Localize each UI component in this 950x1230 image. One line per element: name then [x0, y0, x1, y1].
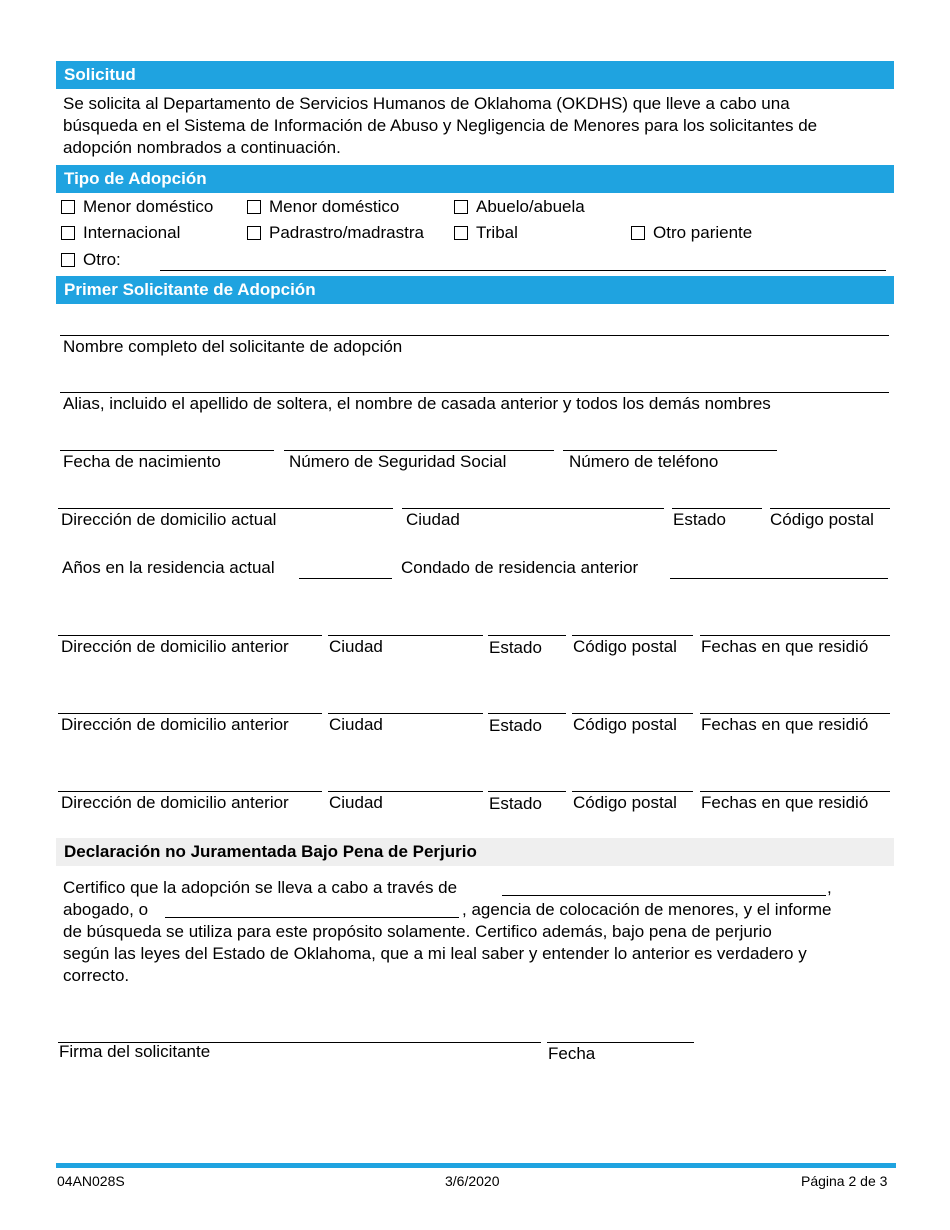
ciudad-anterior-1-line[interactable]: [328, 635, 483, 636]
codigo-anterior-3-label: Código postal: [573, 793, 677, 812]
fecha-nacimiento-label: Fecha de nacimiento: [63, 452, 221, 471]
checkbox-internacional[interactable]: [61, 226, 75, 240]
alias-line[interactable]: [60, 392, 889, 393]
option-label-internacional: Internacional: [83, 223, 181, 242]
solicitud-line-1: Se solicita al Departamento de Servicios Humanos de Oklahoma (OKDHS) que lleve a cabo una: [63, 94, 790, 113]
telefono-label: Número de teléfono: [569, 452, 719, 471]
estado-actual-label: Estado: [673, 510, 726, 529]
telefono-line[interactable]: [563, 450, 777, 451]
declaracion-paragraph: [63, 921, 807, 987]
anios-residencia-line[interactable]: [299, 578, 392, 579]
nombre-completo-line[interactable]: [60, 335, 889, 336]
dir-anterior-1-line[interactable]: [58, 635, 322, 636]
anios-residencia-label: Años en la residencia actual: [62, 558, 275, 577]
dir-actual-label: Dirección de domicilio actual: [61, 510, 277, 529]
ciudad-anterior-2-label: Ciudad: [329, 715, 383, 734]
condado-anterior-line[interactable]: [670, 578, 888, 579]
checkbox-padrastro-madrastra[interactable]: [247, 226, 261, 240]
dir-actual-line[interactable]: [58, 508, 393, 509]
agencia-input-line[interactable]: [165, 917, 459, 918]
option-label-otro: Otro:: [83, 250, 121, 269]
nombre-completo-label: Nombre completo del solicitante de adopción: [63, 337, 403, 356]
option-label-tribal: Tribal: [476, 223, 518, 242]
estado-anterior-2-line[interactable]: [488, 713, 566, 714]
solicitud-line-3: adopción nombrados a continuación.: [63, 138, 341, 157]
solicitud-paragraph: [63, 93, 817, 159]
ciudad-anterior-1-label: Ciudad: [329, 637, 383, 656]
checkbox-menor-domestico-2[interactable]: [247, 200, 261, 214]
dir-anterior-3-line[interactable]: [58, 791, 322, 792]
declaracion-line-1-comma: ,: [827, 878, 832, 897]
dir-anterior-2-line[interactable]: [58, 713, 322, 714]
declaracion-line-2b: , agencia de colocación de menores, y el informe: [462, 900, 832, 919]
declaracion-line-1: Certifico que la adopción se lleva a cabo a través de: [63, 878, 458, 897]
alias-label: Alias, incluido el apellido de soltera, el nombre de casada anterior y todos los demás nombres: [63, 394, 771, 413]
checkbox-otro-pariente[interactable]: [631, 226, 645, 240]
tipo-adopcion-header: Tipo de Adopción: [56, 165, 894, 193]
ciudad-actual-line[interactable]: [402, 508, 664, 509]
checkbox-otro[interactable]: [61, 253, 75, 267]
ciudad-anterior-3-label: Ciudad: [329, 793, 383, 812]
fechas-2-line[interactable]: [700, 713, 890, 714]
checkbox-tribal[interactable]: [454, 226, 468, 240]
fecha-firma-label: Fecha: [548, 1044, 596, 1063]
option-label-otro-pariente: Otro pariente: [653, 223, 753, 242]
estado-anterior-1-line[interactable]: [488, 635, 566, 636]
fechas-1-line[interactable]: [700, 635, 890, 636]
checkbox-menor-domestico-1[interactable]: [61, 200, 75, 214]
fechas-3-label: Fechas en que residió: [701, 793, 869, 812]
fechas-1-label: Fechas en que residió: [701, 637, 869, 656]
estado-actual-line[interactable]: [672, 508, 762, 509]
codigo-anterior-1-line[interactable]: [572, 635, 693, 636]
declaracion-line-5: correcto.: [63, 966, 130, 985]
primer-solicitante-header: Primer Solicitante de Adopción: [56, 276, 894, 304]
option-label-menor-domestico-2: Menor doméstico: [269, 197, 400, 216]
option-label-abuelo-abuela: Abuelo/abuela: [476, 197, 585, 216]
codigo-actual-label: Código postal: [770, 510, 874, 529]
declaracion-line-2a: abogado, o: [63, 900, 149, 919]
solicitud-line-2: búsqueda en el Sistema de Información de Abuso y Negligencia de Menores para los solicitantes de: [63, 116, 818, 135]
ciudad-actual-label: Ciudad: [406, 510, 460, 529]
footer-rule: [56, 1163, 896, 1168]
solicitud-header: Solicitud: [56, 61, 894, 89]
fecha-firma-line[interactable]: [547, 1042, 694, 1043]
option-label-padrastro-madrastra: Padrastro/madrastra: [269, 223, 424, 242]
declaracion-line-4: según las leyes del Estado de Oklahoma, que a mi leal saber y entender lo anterior es verdadero y: [63, 944, 807, 963]
estado-anterior-2-label: Estado: [489, 716, 542, 735]
codigo-anterior-1-label: Código postal: [573, 637, 677, 656]
fecha-nacimiento-line[interactable]: [60, 450, 274, 451]
codigo-anterior-2-label: Código postal: [573, 715, 677, 734]
estado-anterior-3-label: Estado: [489, 794, 542, 813]
footer-date: 3/6/2020: [445, 1173, 500, 1189]
ssn-line[interactable]: [284, 450, 554, 451]
dir-anterior-1-label: Dirección de domicilio anterior: [61, 637, 289, 656]
estado-anterior-1-label: Estado: [489, 638, 542, 657]
ciudad-anterior-3-line[interactable]: [328, 791, 483, 792]
otro-input-line[interactable]: [160, 270, 886, 271]
footer-page: Página 2 de 3: [801, 1173, 888, 1189]
condado-anterior-label: Condado de residencia anterior: [401, 558, 639, 577]
estado-anterior-3-line[interactable]: [488, 791, 566, 792]
declaracion-header: Declaración no Juramentada Bajo Pena de Perjurio: [56, 838, 894, 866]
firma-label: Firma del solicitante: [59, 1042, 211, 1061]
fechas-3-line[interactable]: [700, 791, 890, 792]
checkbox-abuelo-abuela[interactable]: [454, 200, 468, 214]
dir-anterior-2-label: Dirección de domicilio anterior: [61, 715, 289, 734]
declaracion-line-3: de búsqueda se utiliza para este propósito solamente. Certifico además, bajo pena de perjurio: [63, 922, 772, 941]
dir-anterior-3-label: Dirección de domicilio anterior: [61, 793, 289, 812]
option-label-menor-domestico-1: Menor doméstico: [83, 197, 214, 216]
codigo-anterior-3-line[interactable]: [572, 791, 693, 792]
ciudad-anterior-2-line[interactable]: [328, 713, 483, 714]
fechas-2-label: Fechas en que residió: [701, 715, 869, 734]
footer-form-id: 04AN028S: [57, 1173, 125, 1189]
ssn-label: Número de Seguridad Social: [289, 452, 507, 471]
abogado-input-line[interactable]: [502, 895, 826, 896]
codigo-actual-line[interactable]: [770, 508, 890, 509]
codigo-anterior-2-line[interactable]: [572, 713, 693, 714]
